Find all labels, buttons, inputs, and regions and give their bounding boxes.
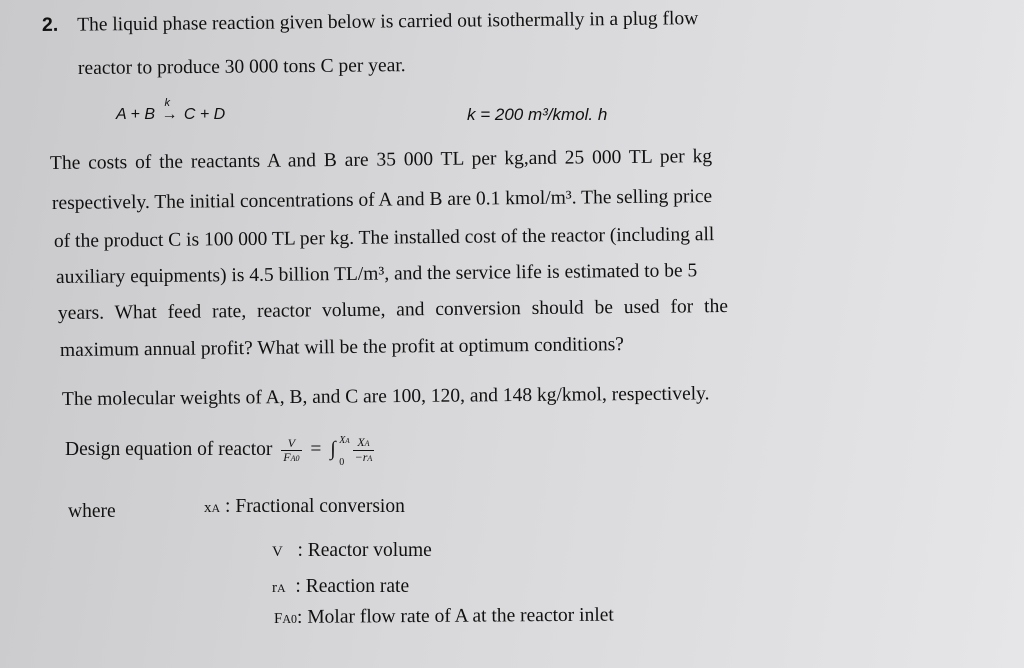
paragraph-line: maximum annual profit? What will be the profit at optimum conditions?	[59, 334, 625, 361]
reaction-right: C + D	[183, 106, 226, 123]
reaction-arrow: →	[161, 106, 178, 123]
paragraph-line: The costs of the reactants A and B are 35 000 TL per kg,and 25 000 TL per kg	[49, 146, 713, 174]
problem-line-1	[42, 6, 698, 38]
where-symbol: x	[204, 500, 212, 516]
design-equation	[65, 434, 374, 468]
integral	[330, 434, 350, 468]
where-symbol: V	[272, 544, 283, 560]
rate-constant: k = 200 m³/kmol. h	[467, 105, 608, 124]
integral-lower: 0	[339, 456, 345, 468]
paragraph-line: respectively. The initial concentrations of A and B are 0.1 kmol/m³. The selling price	[51, 186, 713, 214]
where-item: FA0: Molar flow rate of A at the reactor inlet	[273, 604, 614, 628]
paragraph-line: years. What feed rate, reactor volume, and conversion should be used for the	[57, 295, 729, 324]
where-item: xA : Fractional conversion	[204, 496, 405, 517]
rhs-fraction	[353, 436, 375, 465]
where-label: where	[68, 501, 116, 522]
paragraph-line: of the product C is 100 000 TL per kg. The installed cost of the reactor (including all	[53, 224, 715, 252]
problem-number: 2.	[41, 13, 59, 36]
lhs-fraction	[281, 437, 301, 465]
where-description: Fractional conversion	[235, 496, 405, 517]
integral-sign: ∫	[330, 437, 336, 460]
lhs-denominator: FA0	[283, 449, 300, 464]
where-symbol: r	[272, 580, 277, 596]
lhs-numerator: V	[281, 437, 301, 451]
reaction-equation	[116, 97, 226, 127]
where-item: rA : Reaction rate	[272, 576, 410, 597]
molecular-weights: The molecular weights of A, B, and C are 100, 120, and 148 kg/kmol, respectively.	[61, 383, 710, 410]
integral-upper: XA	[339, 434, 350, 446]
paragraph-line: auxiliary equipments) is 4.5 billion TL/m³, and the service life is estimated to be 5	[55, 260, 698, 288]
arrow-label: k	[164, 97, 170, 109]
where-item: V : Reactor volume	[272, 540, 432, 561]
where-description: Reactor volume	[307, 540, 432, 561]
where-symbol: F	[273, 610, 283, 627]
intro-line-1: The liquid phase reaction given below is carried out isothermally in a plug flow	[77, 8, 699, 36]
intro-line-2: reactor to produce 30 000 tons C per year.	[77, 55, 406, 79]
where-description: Reaction rate	[305, 576, 410, 597]
design-equation-label: Design equation of reactor	[65, 438, 273, 460]
where-description: Molar flow rate of A at the reactor inlet	[307, 604, 614, 628]
equals-sign: =	[310, 438, 322, 460]
reaction-left: A + B	[116, 106, 155, 123]
rhs-denominator: −rA	[354, 450, 373, 464]
rhs-numerator: XA	[353, 436, 375, 451]
